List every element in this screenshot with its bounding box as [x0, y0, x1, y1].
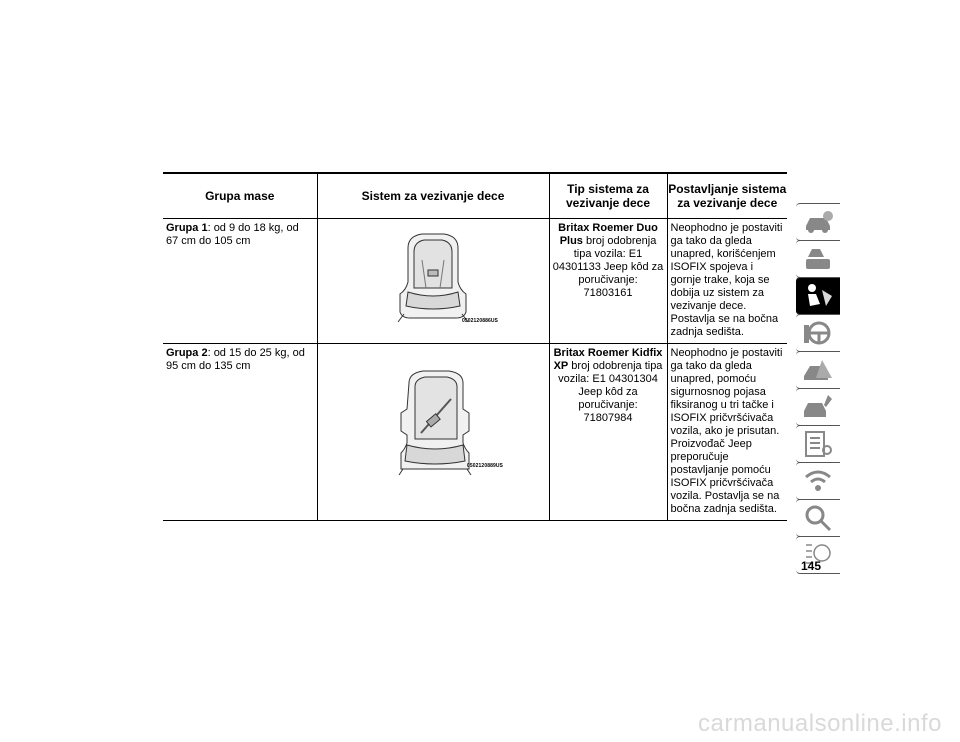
car-info-icon: [802, 208, 834, 236]
model-details: broj odobrenja tipa vozila: E1 04301133 Jeep kôd za poručivanje: 71803161: [552, 235, 664, 299]
maintenance-icon: [802, 393, 834, 421]
tab-emergency[interactable]: [796, 351, 840, 389]
seat-image-cell: [317, 219, 549, 344]
seat-illustration-kidfix-xp: [365, 369, 501, 479]
weight-group-cell: [163, 344, 317, 521]
group-range: : od 15 do 25 kg, od 95 cm do 135 cm: [166, 347, 305, 372]
header-installation: Postavljanje sistema za vezivanje dece: [668, 182, 787, 210]
image-code: 0502120886US: [462, 318, 498, 324]
multimedia-icon: [802, 467, 834, 495]
seat-safety-icon: [802, 282, 834, 310]
weight-group-cell: [163, 219, 317, 344]
group-name: Grupa 1: [166, 222, 208, 234]
group-name: Grupa 2: [166, 347, 208, 359]
model-name: Britax Roemer Duo Plus: [558, 222, 658, 247]
page-number: 145: [801, 559, 822, 573]
header-system-type: Tip sistema za vezivanje dece: [549, 173, 667, 219]
image-code: 0502120889US: [467, 463, 503, 469]
table-row: [163, 344, 787, 521]
tab-driving[interactable]: [796, 314, 840, 352]
table-header-row: [163, 173, 787, 219]
system-type-cell: [549, 219, 667, 344]
steering-wheel-icon: [802, 319, 834, 347]
tab-multimedia[interactable]: [796, 462, 840, 500]
emergency-icon: [802, 356, 834, 384]
header-weight-group: Grupa mase: [163, 173, 317, 219]
model-name: Britax Roemer Kidfix XP: [553, 347, 663, 372]
tab-car-info[interactable]: [796, 203, 840, 241]
seat-illustration-duo-plus: [368, 230, 498, 326]
installation-cell: Neophodno je postaviti ga tako da gleda unapred, korišćenjem ISOFIX spojeva i gornje trake, koja se dobija uz sistem za vezivanje dece. Postavlja se na bočna zadnja sedišta.: [670, 222, 783, 338]
search-icon: [802, 504, 834, 532]
seat-image-cell: [317, 344, 549, 521]
table-row: [163, 219, 787, 344]
specifications-icon: [802, 430, 834, 458]
tab-maintenance[interactable]: [796, 388, 840, 426]
model-details: broj odobrenja tipa vozila: E1 04301304 Jeep kôd za poručivanje: 71807984: [558, 360, 663, 424]
tab-search[interactable]: [796, 499, 840, 537]
header-restraint-system: Sistem za vezivanje dece: [317, 173, 549, 219]
warning-lights-icon: [802, 245, 834, 273]
group-range: : od 9 do 18 kg, od 67 cm do 105 cm: [166, 222, 299, 247]
tab-seat-safety[interactable]: [796, 277, 840, 315]
watermark: carmanualsonline.info: [698, 710, 942, 737]
installation-cell: Neophodno je postaviti ga tako da gleda unapred, pomoću sigurnosnog pojasa fiksiranog u tri tačke i ISOFIX pričvršćivača vozila, ako je prisutan. Proizvođač Jeep preporučuje postavljanje pomoću ISOFIX pričvršćivača vozila. Postavlja se na bočna zadnja sedišta.: [670, 347, 783, 515]
system-type-cell: [549, 344, 667, 521]
tab-warning-lights[interactable]: [796, 240, 840, 278]
child-seat-icon: [368, 230, 498, 326]
tab-specifications[interactable]: [796, 425, 840, 463]
child-seat-table: [163, 172, 787, 521]
